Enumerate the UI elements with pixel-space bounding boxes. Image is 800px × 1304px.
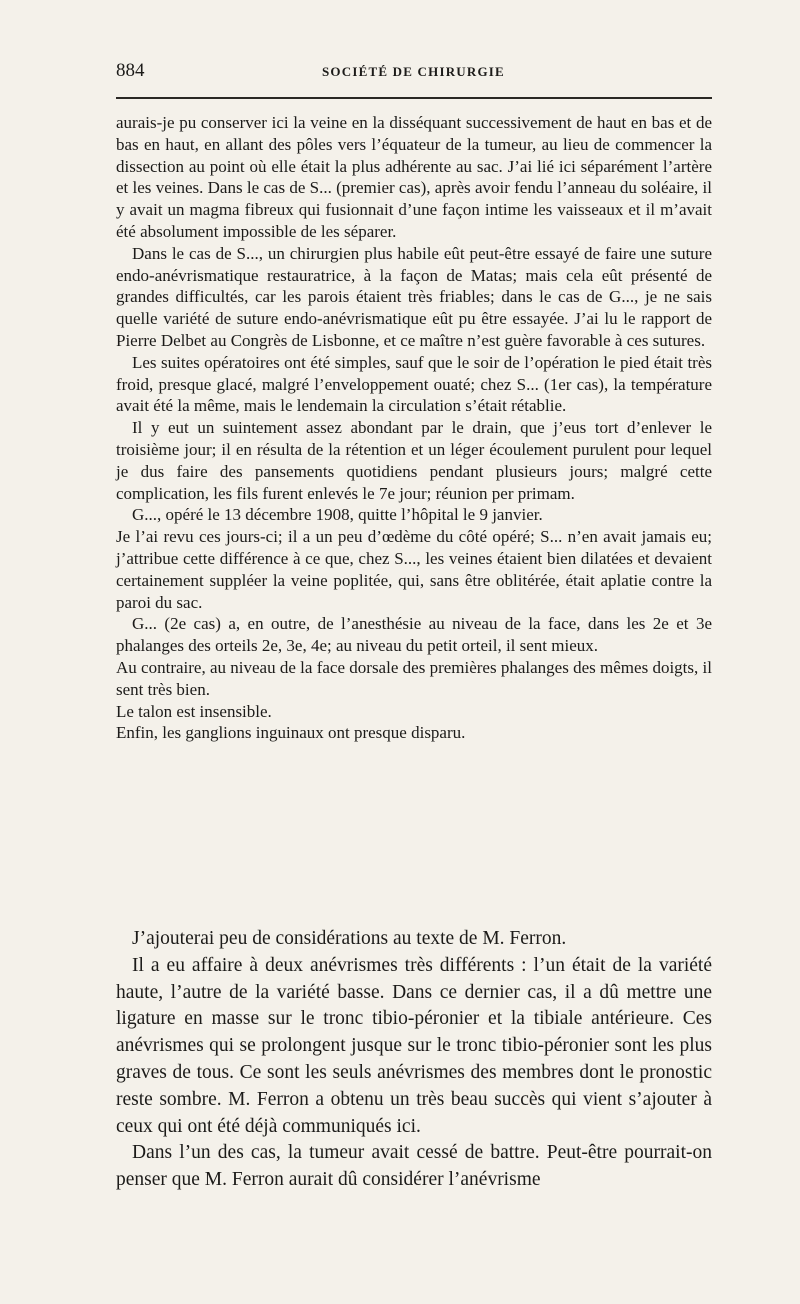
page-number: 884: [116, 60, 145, 81]
paragraph: Je l’ai revu ces jours-ci; il a un peu d’œdème du côté opéré; S... n’en avait jamais eu; j’attribue cette différence à ce que, chez S..., les veines étaient bien dilatées et devaient certainement suppléer la veine poplitée, qui, sans être oblitérée, était aplatie contre la paroi du sac.: [116, 527, 712, 612]
paragraph: Il y eut un suintement assez abondant par le drain, que j’eus tort d’enlever le troisième jour; il en résulta de la rétention et un léger écoulement purulent pour lequel je dus faire des pansements quotidiens pendant plusieurs jours; malgré cette complication, les fils furent enlevés le 7e jour; réunion per primam.: [116, 418, 712, 503]
page-header: [116, 60, 712, 86]
paragraph: Enfin, les ganglions inguinaux ont presque disparu.: [116, 723, 466, 743]
paragraph: G... (2e cas) a, en outre, de l’anesthésie au niveau de la face, dans les 2e et 3e phalanges des orteils 2e, 3e, 4e; au niveau du petit orteil, il sent mieux.: [116, 614, 712, 656]
correspondence-text: [116, 112, 712, 744]
paragraph: Les suites opératoires ont été simples, sauf que le soir de l’opération le pied était très froid, presque glacé, malgré l’enveloppement ouaté; chez S... (1er cas), la température avait été la même, mais le lendemain la circulation s’était rétablie.: [116, 352, 712, 416]
paragraph: Au contraire, au niveau de la face dorsale des premières phalanges des mêmes doigts, il sent très bien.: [116, 657, 712, 699]
paragraph: aurais-je pu conserver ici la veine en la disséquant successivement de haut en bas et de bas en haut, en allant des pôles vers l’équateur de la tumeur, au lieu de commencer la dissection au point où elle était la plus adhérente au sac. J’ai lié ici séparément l’artère et les veines. Dans le cas de S... (premier cas), après avoir fendu l’anneau du soléaire, il y avait un magma fibreux qui fusionnait d’une façon intime les vaisseaux et il m’avait été absolument impossible de les séparer.: [116, 113, 712, 241]
paragraph: Il a eu affaire à deux anévrismes très différents : l’un était de la variété haute, l’autre de la variété basse. Dans ce dernier cas, il a dû mettre une ligature en masse sur le tronc tibio-péronier et la tibiale antérieure. Ces anévrismes qui se prolongent jusque sur le tronc tibio-péronier sont les plus graves de tous. Ce sont les seuls anévrismes des membres dont le pronostic reste sombre. M. Ferron a obtenu un très beau succès qui vient s’ajouter à ceux qui ont été déjà communiqués ici.: [116, 954, 712, 1137]
header-rule: [116, 97, 712, 99]
paragraph: Dans le cas de S..., un chirurgien plus habile eût peut-être essayé de faire une suture endo-anévrismatique restauratrice, à la façon de Matas; mais cela eût présenté de grandes difficultés, car les parois étaient très friables; dans le cas de G..., je ne sais quelle variété de suture endo-anévrismatique eût pu être essayée. J’ai lu le rapport de Pierre Delbet au Congrès de Lisbonne, et ce maître n’est guère favorable à ces sutures.: [116, 243, 712, 350]
paragraph: Dans l’un des cas, la tumeur avait cessé de battre. Peut-être pourrait-on penser que M. Ferron aurait dû considérer l’anévrisme: [116, 1142, 712, 1191]
paragraph: Le talon est insensible.: [116, 701, 272, 721]
paragraph: J’ajouterai peu de considérations au texte de M. Ferron.: [132, 928, 567, 949]
paragraph: G..., opéré le 13 décembre 1908, quitte l’hôpital le 9 janvier.: [132, 505, 543, 525]
rapporteur-text: [116, 926, 712, 1194]
running-head: SOCIÉTÉ DE CHIRURGIE: [322, 64, 505, 79]
